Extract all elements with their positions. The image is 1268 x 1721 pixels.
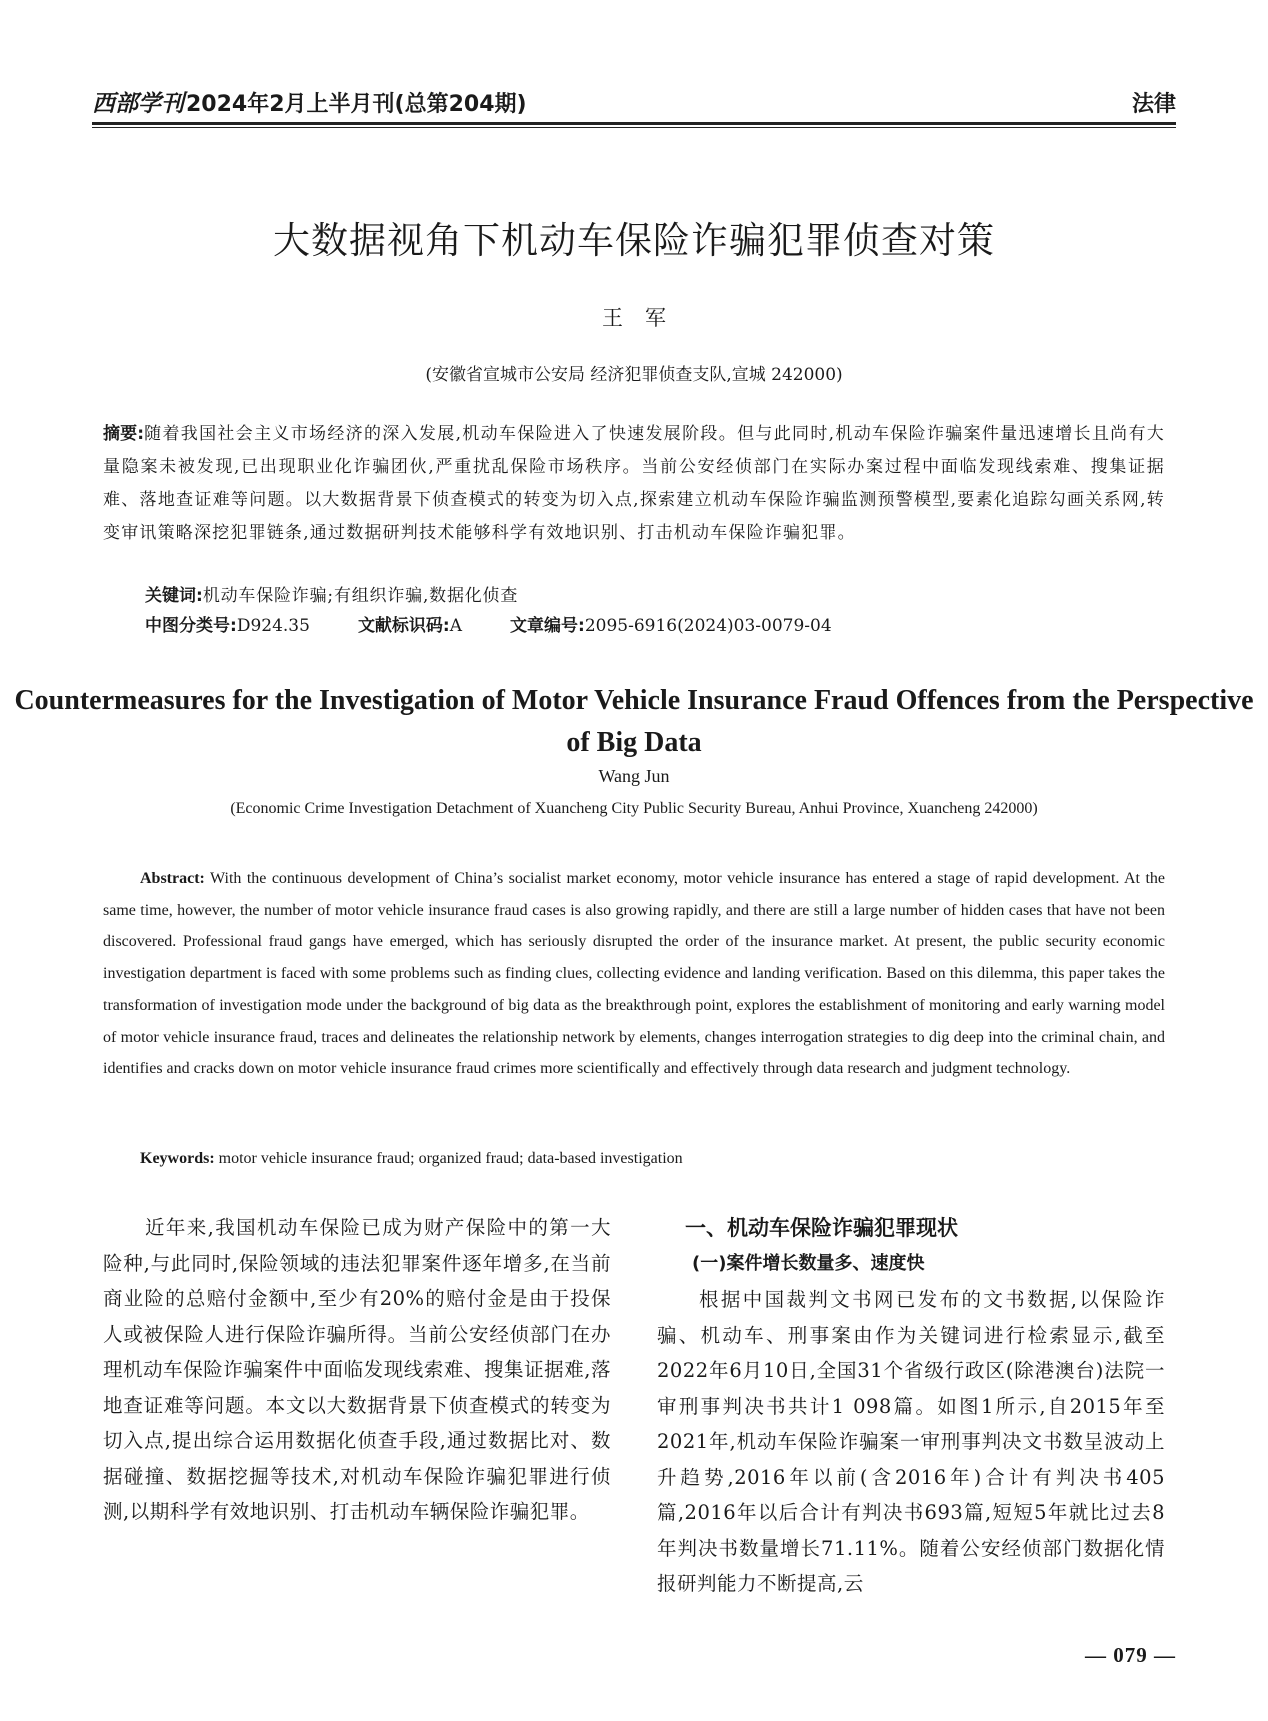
journal-issue-line (92, 85, 527, 118)
header-rule-thin (92, 127, 1176, 128)
article-title-cn: 大数据视角下机动车保险诈骗犯罪侦查对策 (273, 219, 995, 262)
page-number: — 079 — (1085, 1643, 1176, 1667)
journal-logo: 西部学刊 (92, 90, 184, 117)
affiliation-cn: (安徽省宣城市公安局 经济犯罪侦查支队,宣城 242000) (425, 365, 843, 385)
header-rule-thick (92, 122, 1176, 125)
subsection-heading: (一)案件增长数量多、速度快 (692, 1253, 925, 1274)
article-title-en: Countermeasures for the Investigation of Motor Vehicle Insurance Fraud Offences from the Perspective of Big Data (14, 685, 1254, 758)
abstract-cn (103, 418, 1165, 550)
article-no-value: 2095-6916(2024)03-0079-04 (584, 616, 832, 636)
clc-value: D924.35 (236, 616, 310, 636)
right-column (657, 1210, 1165, 1602)
running-header (92, 84, 1176, 118)
section-name: 法律 (1131, 92, 1176, 117)
abstract-label-en: Abstract: (140, 870, 205, 887)
author-en: Wang Jun (598, 766, 670, 786)
abstract-text-cn: 随着我国社会主义市场经济的深入发展,机动车保险进入了快速发展阶段。但与此同时,机动车保险诈骗案件量迅速增长且尚有大量隐案未被发现,已出现职业化诈骗团伙,严重扰乱保险市场秩序。当前公安经侦部门在实际办案过程中面临发现线索难、搜集证据难、落地查证难等问题。以大数据背景下侦查模式的转变为切入点,探索建立机动车保险诈骗监测预警模型,要素化追踪勾画关系网,转变审讯策略深挖犯罪链条,通过数据研判技术能够科学有效地识别、打击机动车保险诈骗犯罪。 (103, 424, 1165, 543)
doc-code-label: 文献标识码: (357, 616, 450, 636)
keywords-text-cn: 机动车保险诈骗;有组织诈骗,数据化侦查 (202, 586, 519, 606)
keywords-cn (145, 581, 518, 611)
abstract-text-en: With the continuous development of China’s socialist market economy, motor vehicle insurance has entered a stage of rapid development. At the same time, however, the number of motor vehicle insurance fraud cases is also growing rapidly, and there are still a large number of hidden cases that have not been discovered. Professional fraud gangs have emerged, which has seriously disrupted the order of the insurance market. At present, the public security economic investigation department is faced with some problems such as finding clues, collecting evidence and landing verification. Based on this dilemma, this paper takes the transformation of investigation mode under the background of big data as the breakthrough point, explores the establishment of monitoring and early warning model of motor vehicle insurance fraud, traces and delineates the relationship network by elements, changes interrogation strategies to dig deep into the criminal chain, and identifies and cracks down on motor vehicle insurance fraud crimes more scientifically and effectively through data research and judgment technology. (103, 870, 1165, 1078)
abstract-en (103, 863, 1165, 1085)
subsection-paragraph: 根据中国裁判文书网已发布的文书数据,以保险诈骗、机动车、刑事案由作为关键词进行检索显示,截至2022年6月10日,全国31个省级行政区(除港澳台)法院一审刑事判决书共计1 098篇。如图1所示,自2015年至2021年,机动车保险诈骗案一审刑事判决文书数呈波动上升趋势,2016年以前(含2016年)合计有判决书405篇,2016年以后合计有判决书693篇,短短5年就比过去8年判决书数量增长71.11%。随着公安经侦部门数据化情报研判能力不断提高,云 (657, 1288, 1165, 1595)
abstract-label-cn: 摘要: (103, 424, 145, 444)
keywords-label-cn: 关键词: (145, 586, 203, 606)
clc-label: 中图分类号: (145, 616, 237, 636)
keywords-text-en: motor vehicle insurance fraud; organized fraud; data-based investigation (218, 1150, 683, 1167)
author-cn: 王军 (602, 306, 688, 330)
intro-paragraph: 近年来,我国机动车保险已成为财产保险中的第一大险种,与此同时,保险领域的违法犯罪案件逐年增多,在当前商业险的总赔付金额中,至少有20%的赔付金是由于投保人或被保险人进行保险诈骗所得。当前公安经侦部门在办理机动车保险诈骗案件中面临发现线索难、搜集证据难,落地查证难等问题。本文以大数据背景下侦查模式的转变为切入点,提出综合运用数据化侦查手段,通过数据比对、数据碰撞、数据挖掘等技术,对机动车保险诈骗犯罪进行侦测,以期科学有效地识别、打击机动车辆保险诈骗犯罪。 (103, 1216, 611, 1523)
doc-code-value: A (449, 616, 463, 636)
classification-line (145, 611, 832, 641)
section-heading: 一、机动车保险诈骗犯罪现状 (685, 1216, 958, 1240)
affiliation-en: (Economic Crime Investigation Detachment of Xuancheng City Public Security Bureau, Anhui Province, Xuancheng 242000) (230, 800, 1038, 817)
keywords-label-en: Keywords: (140, 1150, 215, 1167)
article-no-label: 文章编号: (510, 616, 585, 636)
keywords-en (140, 1150, 683, 1168)
issue-info: 2024年2月上半月刊(总第204期) (186, 92, 527, 117)
